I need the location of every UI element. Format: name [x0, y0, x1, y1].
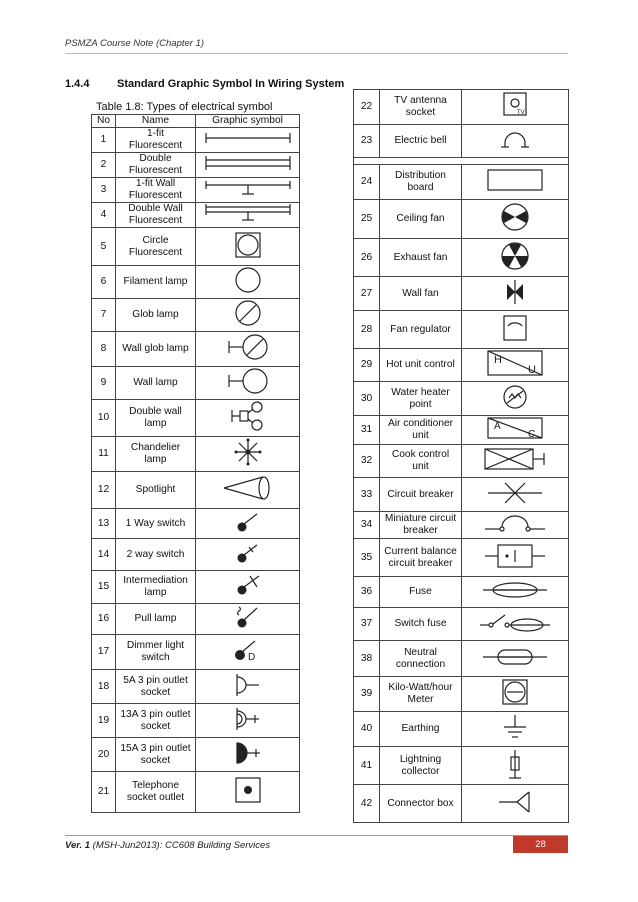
row-number: 21 [92, 772, 116, 813]
table-row [354, 277, 569, 311]
table-row [354, 641, 569, 677]
table-row [92, 437, 300, 472]
row-number: 11 [92, 437, 116, 472]
symbol-name: Cook control unit [380, 445, 462, 478]
row-number: 25 [354, 200, 380, 239]
footer-rule [65, 835, 568, 836]
row-number: 20 [92, 738, 116, 772]
symbol-name: Circle Fluorescent [116, 228, 196, 266]
graphic-symbol [462, 277, 569, 311]
footer-text [65, 840, 270, 851]
symbol-table-right [353, 89, 569, 823]
row-number: 27 [354, 277, 380, 311]
table-row [92, 635, 300, 670]
running-header: PSMZA Course Note (Chapter 1) [65, 38, 205, 49]
lightning-collector-icon [462, 748, 568, 784]
wall-lamp-icon [196, 367, 299, 399]
graphic-symbol [462, 539, 569, 577]
double-fluorescent-icon [196, 155, 299, 175]
socket-15a-icon [196, 740, 299, 770]
ceiling-fan-icon [462, 201, 568, 237]
graphic-symbol [462, 349, 569, 382]
table-row [354, 747, 569, 785]
table-row [92, 738, 300, 772]
table-row [92, 367, 300, 400]
symbol-name: Lightning collector [380, 747, 462, 785]
row-number: 12 [92, 472, 116, 509]
row-number: 40 [354, 712, 380, 747]
graphic-symbol [196, 400, 300, 437]
symbol-name: 1-fit Wall Fluorescent [116, 178, 196, 203]
symbol-name: Chandelier lamp [116, 437, 196, 472]
row-number: 9 [92, 367, 116, 400]
graphic-symbol [196, 178, 300, 203]
connector-box-icon [462, 788, 568, 820]
symbol-name: Kilo-Watt/hour Meter [380, 677, 462, 712]
graphic-symbol [462, 445, 569, 478]
graphic-symbol [462, 125, 569, 158]
gap-cell [354, 158, 569, 165]
table-row [92, 704, 300, 738]
symbol-name: Glob lamp [116, 299, 196, 332]
two-way-switch-icon [196, 541, 299, 569]
symbol-name: Distribution board [380, 165, 462, 200]
table-row [92, 332, 300, 367]
symbol-name: Connector box [380, 785, 462, 823]
row-number: 2 [92, 153, 116, 178]
earthing-icon [462, 713, 568, 745]
row-number: 17 [92, 635, 116, 670]
row-number: 10 [92, 400, 116, 437]
table-row [354, 539, 569, 577]
table-row [354, 382, 569, 416]
row-number: 35 [354, 539, 380, 577]
table-row [354, 200, 569, 239]
graphic-symbol [196, 509, 300, 539]
graphic-symbol [462, 785, 569, 823]
header-rule [65, 53, 568, 54]
symbol-name: Spotlight [116, 472, 196, 509]
table-row [92, 670, 300, 704]
svg-text:A: A [494, 421, 501, 432]
symbol-name: Wall glob lamp [116, 332, 196, 367]
row-number: 22 [354, 90, 380, 125]
symbol-name: Miniature circuit breaker [380, 512, 462, 539]
symbol-name: Air conditioner unit [380, 416, 462, 445]
circuit-breaker-icon [462, 480, 568, 510]
chandelier-icon [196, 437, 299, 471]
symbol-name: 1 Way switch [116, 509, 196, 539]
table-row [92, 772, 300, 813]
single-fluorescent-icon [196, 131, 299, 149]
symbol-name: Exhaust fan [380, 239, 462, 277]
table-caption: Table 1.8: Types of electrical symbol [96, 101, 273, 113]
row-number: 37 [354, 608, 380, 641]
row-number: 16 [92, 604, 116, 635]
row-number: 33 [354, 478, 380, 512]
row-number: 6 [92, 266, 116, 299]
graphic-symbol [462, 200, 569, 239]
row-number: 1 [92, 128, 116, 153]
cook-control-icon [462, 446, 568, 476]
row-number: 13 [92, 509, 116, 539]
row-number: 36 [354, 577, 380, 608]
svg-text:D: D [247, 652, 255, 663]
row-number: 31 [354, 416, 380, 445]
row-number: 5 [92, 228, 116, 266]
intermediate-switch-icon [196, 573, 299, 601]
graphic-symbol [196, 635, 300, 670]
fan-regulator-icon [462, 314, 568, 346]
graphic-symbol [462, 577, 569, 608]
filament-lamp-icon [196, 266, 299, 298]
graphic-symbol [196, 670, 300, 704]
table-row [92, 203, 300, 228]
double-wall-lamp-icon [196, 400, 299, 436]
graphic-symbol [196, 367, 300, 400]
symbol-name: 13A 3 pin outlet socket [116, 704, 196, 738]
table-row [354, 349, 569, 382]
neutral-connection-icon [462, 645, 568, 673]
row-number: 32 [354, 445, 380, 478]
graphic-symbol [196, 203, 300, 228]
table-row [354, 125, 569, 158]
row-number: 28 [354, 311, 380, 349]
electric-bell-icon [462, 127, 568, 155]
page-number: 28 [513, 836, 568, 853]
graphic-symbol [462, 311, 569, 349]
wall-fluorescent-icon [196, 179, 299, 201]
row-number: 7 [92, 299, 116, 332]
spotlight-icon [196, 473, 299, 507]
graphic-symbol [196, 738, 300, 772]
section-title: Standard Graphic Symbol In Wiring System [117, 78, 345, 90]
graphic-symbol [196, 228, 300, 266]
symbol-name: 5A 3 pin outlet socket [116, 670, 196, 704]
graphic-symbol [196, 332, 300, 367]
socket-13a-icon [196, 706, 299, 736]
double-wall-fluorescent-icon [196, 203, 299, 227]
table-row [354, 785, 569, 823]
water-heater-icon [462, 383, 568, 415]
column-header-name: Name [116, 115, 196, 128]
row-number: 41 [354, 747, 380, 785]
table-row [92, 266, 300, 299]
graphic-symbol [462, 747, 569, 785]
table-row [354, 608, 569, 641]
symbol-name: Fuse [380, 577, 462, 608]
section-heading [65, 78, 344, 90]
graphic-symbol [462, 165, 569, 200]
row-number: 30 [354, 382, 380, 416]
symbol-name: Switch fuse [380, 608, 462, 641]
wall-fan-icon [462, 278, 568, 310]
graphic-symbol [462, 712, 569, 747]
graphic-symbol [462, 512, 569, 539]
footer-version: Ver. 1 [65, 840, 91, 851]
graphic-symbol [462, 608, 569, 641]
wall-glob-lamp-icon [196, 333, 299, 365]
symbol-name: Intermediation lamp [116, 571, 196, 604]
graphic-symbol [196, 153, 300, 178]
dimmer-switch-icon [196, 637, 299, 667]
graphic-symbol [196, 571, 300, 604]
svg-text:H: H [494, 354, 502, 366]
table-row [354, 712, 569, 747]
graphic-symbol [196, 604, 300, 635]
glob-lamp-icon [196, 299, 299, 331]
socket-5a-icon [196, 672, 299, 702]
graphic-symbol [462, 478, 569, 512]
exhaust-fan-icon [462, 240, 568, 276]
table-row [354, 416, 569, 445]
graphic-symbol [196, 299, 300, 332]
symbol-name: Circuit breaker [380, 478, 462, 512]
svg-text:TV: TV [517, 110, 525, 116]
graphic-symbol [196, 472, 300, 509]
table-row [92, 472, 300, 509]
table-row [92, 400, 300, 437]
symbol-name: Neutral connection [380, 641, 462, 677]
table-row [354, 577, 569, 608]
row-number: 19 [92, 704, 116, 738]
current-balance-breaker-icon [462, 542, 568, 574]
symbol-name: Fan regulator [380, 311, 462, 349]
table-row [92, 128, 300, 153]
table-row [354, 90, 569, 125]
air-conditioner-icon [462, 416, 568, 444]
symbol-name: Telephone socket outlet [116, 772, 196, 813]
graphic-symbol [196, 704, 300, 738]
graphic-symbol [196, 437, 300, 472]
graphic-symbol [196, 772, 300, 813]
symbol-name: Double wall lamp [116, 400, 196, 437]
symbol-name: Electric bell [380, 125, 462, 158]
table-row [92, 178, 300, 203]
row-number: 18 [92, 670, 116, 704]
footer-course: (MSH-Jun2013): CC608 Building Services [92, 840, 271, 851]
symbol-name: Pull lamp [116, 604, 196, 635]
table-row [354, 677, 569, 712]
graphic-symbol [196, 128, 300, 153]
graphic-symbol [462, 677, 569, 712]
symbol-name: 15A 3 pin outlet socket [116, 738, 196, 772]
table-row [354, 445, 569, 478]
graphic-symbol [462, 416, 569, 445]
row-number: 24 [354, 165, 380, 200]
symbol-name: Water heater point [380, 382, 462, 416]
symbol-name: Wall lamp [116, 367, 196, 400]
graphic-symbol [462, 90, 569, 125]
table-row [92, 604, 300, 635]
table-row [92, 509, 300, 539]
table-gap [354, 158, 569, 165]
graphic-symbol [462, 239, 569, 277]
symbol-name: Wall fan [380, 277, 462, 311]
fuse-icon [462, 579, 568, 605]
symbol-name: Dimmer light switch [116, 635, 196, 670]
telephone-socket-icon [196, 775, 299, 809]
row-number: 34 [354, 512, 380, 539]
one-way-switch-icon [196, 510, 299, 538]
row-number: 29 [354, 349, 380, 382]
symbol-name: Current balance circuit breaker [380, 539, 462, 577]
table-row [354, 165, 569, 200]
symbol-name: Ceiling fan [380, 200, 462, 239]
row-number: 15 [92, 571, 116, 604]
table-row [92, 299, 300, 332]
graphic-symbol [462, 382, 569, 416]
svg-text:C: C [528, 429, 536, 440]
symbol-name: Double Wall Fluorescent [116, 203, 196, 228]
pull-switch-icon [196, 604, 299, 634]
symbol-table-left [91, 114, 300, 813]
graphic-symbol [462, 641, 569, 677]
svg-text:U: U [528, 364, 536, 376]
column-header-no: No [92, 115, 116, 128]
graphic-symbol [196, 266, 300, 299]
column-header-symbol: Graphic symbol [196, 115, 300, 128]
row-number: 14 [92, 539, 116, 571]
table-row [92, 228, 300, 266]
kwh-meter-icon [462, 677, 568, 711]
row-number: 42 [354, 785, 380, 823]
row-number: 4 [92, 203, 116, 228]
row-number: 8 [92, 332, 116, 367]
symbol-name: Hot unit control [380, 349, 462, 382]
row-number: 38 [354, 641, 380, 677]
table-row [354, 239, 569, 277]
tv-antenna-socket-icon [462, 91, 568, 123]
table-row [92, 153, 300, 178]
symbol-name: Double Fluorescent [116, 153, 196, 178]
distribution-board-icon [462, 167, 568, 197]
symbol-name: 2 way switch [116, 539, 196, 571]
table-row [354, 512, 569, 539]
table-row [92, 539, 300, 571]
graphic-symbol [196, 539, 300, 571]
table-row [354, 311, 569, 349]
symbol-name: Earthing [380, 712, 462, 747]
symbol-name: 1-fit Fluorescent [116, 128, 196, 153]
row-number: 3 [92, 178, 116, 203]
section-number: 1.4.4 [65, 78, 90, 90]
row-number: 39 [354, 677, 380, 712]
row-number: 23 [354, 125, 380, 158]
symbol-name: TV antenna socket [380, 90, 462, 125]
circle-fluorescent-icon [196, 230, 299, 264]
switch-fuse-icon [462, 610, 568, 638]
mcb-icon [462, 512, 568, 538]
symbol-name: Filament lamp [116, 266, 196, 299]
table-row [92, 571, 300, 604]
hot-unit-control-icon [462, 349, 568, 381]
row-number: 26 [354, 239, 380, 277]
table-row [354, 478, 569, 512]
